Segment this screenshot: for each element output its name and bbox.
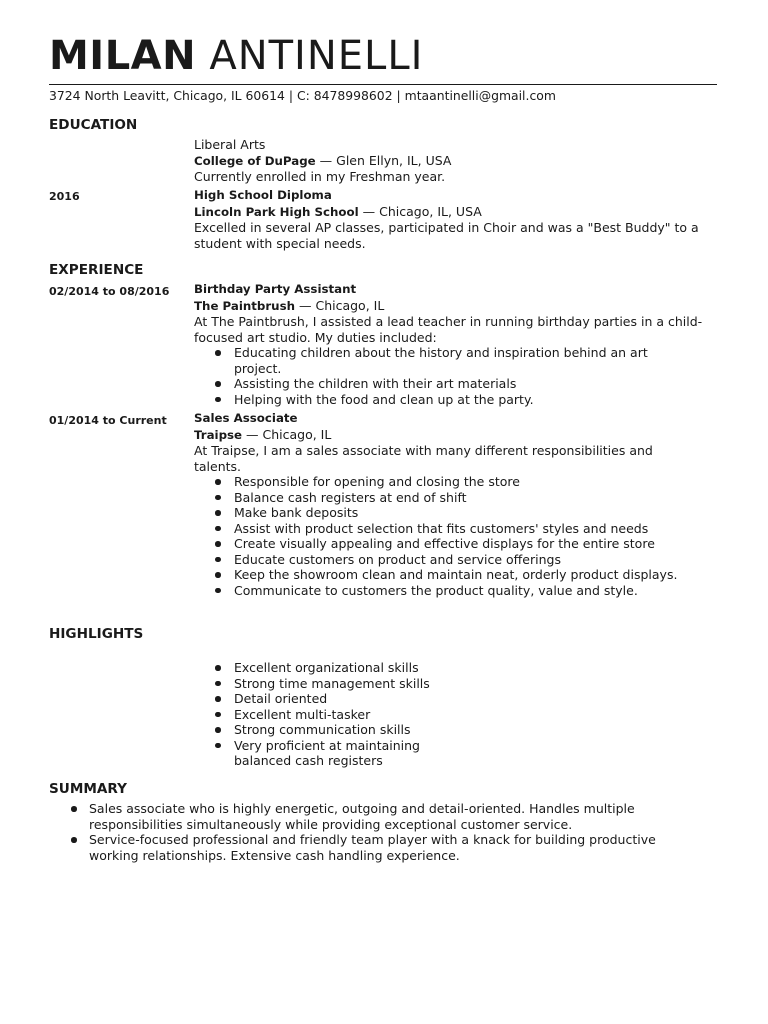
education-entry [194,188,722,251]
list-item: Educating children about the history and inspiration behind an art project. [194,345,722,376]
school-location: — Chicago, IL, USA [358,203,482,219]
job-date: 02/2014 to 08/2016 [49,285,170,298]
job-date: 01/2014 to Current [49,414,167,427]
summary-heading: SUMMARY [49,781,127,797]
summary-list [49,801,709,863]
list-item: Educate customers on product and service offerings [194,552,722,568]
job-description: At The Paintbrush, I assisted a lead teacher in running birthday parties in a child-focused art studio. My duties included: [194,314,703,345]
highlights-heading: HIGHLIGHTS [49,626,144,642]
list-item: Balance cash registers at end of shift [194,490,722,506]
list-item: Strong communication skills [194,722,454,738]
candidate-name [49,30,423,82]
first-name: MILAN [49,33,197,79]
employer-location: — Chicago, IL [242,426,332,442]
school-line [194,204,722,221]
education-heading: EDUCATION [49,117,138,133]
list-item: Communicate to customers the product quality, value and style. [194,583,722,599]
employer-line [194,427,722,444]
education-description: Excelled in several AP classes, participated in Choir and was a "Best Buddy" to a student with special needs. [194,220,699,251]
list-item: Service-focused professional and friendly team player with a knack for building productive working relationships. Extensive cash handling experience. [49,832,709,863]
job-title: Sales Associate [194,411,298,425]
list-item: Excellent multi-tasker [194,707,454,723]
employer-line [194,298,722,315]
job-duties-list [194,474,722,598]
list-item: Excellent organizational skills [194,660,454,676]
list-item: Responsible for opening and closing the store [194,474,722,490]
list-item: Assisting the children with their art materials [194,376,722,392]
summary-block [49,801,709,863]
degree-title: High School Diploma [194,188,332,202]
list-item: Keep the showroom clean and maintain neat, orderly product displays. [194,567,722,583]
job-duties-list [194,345,722,407]
contact-line: 3724 North Leavitt, Chicago, IL 60614 | C: 8478998602 | mtaantinelli@gmail.com [49,88,556,103]
school-location: — Glen Ellyn, IL, USA [315,152,452,168]
education-description: Currently enrolled in my Freshman year. [194,169,446,184]
list-item: Assist with product selection that fits customers' styles and needs [194,521,722,537]
header-divider [49,84,717,85]
school-name: College of DuPage [194,153,316,168]
school-line [194,153,722,170]
employer-location: — Chicago, IL [295,297,385,313]
list-item: Helping with the food and clean up at the party. [194,392,722,408]
education-date: 2016 [49,190,80,203]
list-item: Very proficient at maintaining balanced cash registers [194,738,454,769]
list-item: Strong time management skills [194,676,454,692]
job-entry [194,411,722,598]
job-description: At Traipse, I am a sales associate with many different responsibilities and talents. [194,443,653,474]
experience-heading: EXPERIENCE [49,262,144,278]
education-entry [194,137,722,185]
list-item: Make bank deposits [194,505,722,521]
list-item: Sales associate who is highly energetic, outgoing and detail-oriented. Handles multiple responsibilities simultaneously while providing exceptional customer service. [49,801,709,832]
school-name: Lincoln Park High School [194,204,359,219]
employer-name: The Paintbrush [194,298,296,313]
employer-name: Traipse [194,427,243,442]
job-entry [194,282,722,407]
last-name: ANTINELLI [209,33,424,79]
highlights-block [194,660,454,769]
job-title: Birthday Party Assistant [194,282,357,296]
list-item: Create visually appealing and effective displays for the entire store [194,536,722,552]
highlights-list [194,660,454,769]
list-item: Detail oriented [194,691,454,707]
degree-title: Liberal Arts [194,137,266,152]
